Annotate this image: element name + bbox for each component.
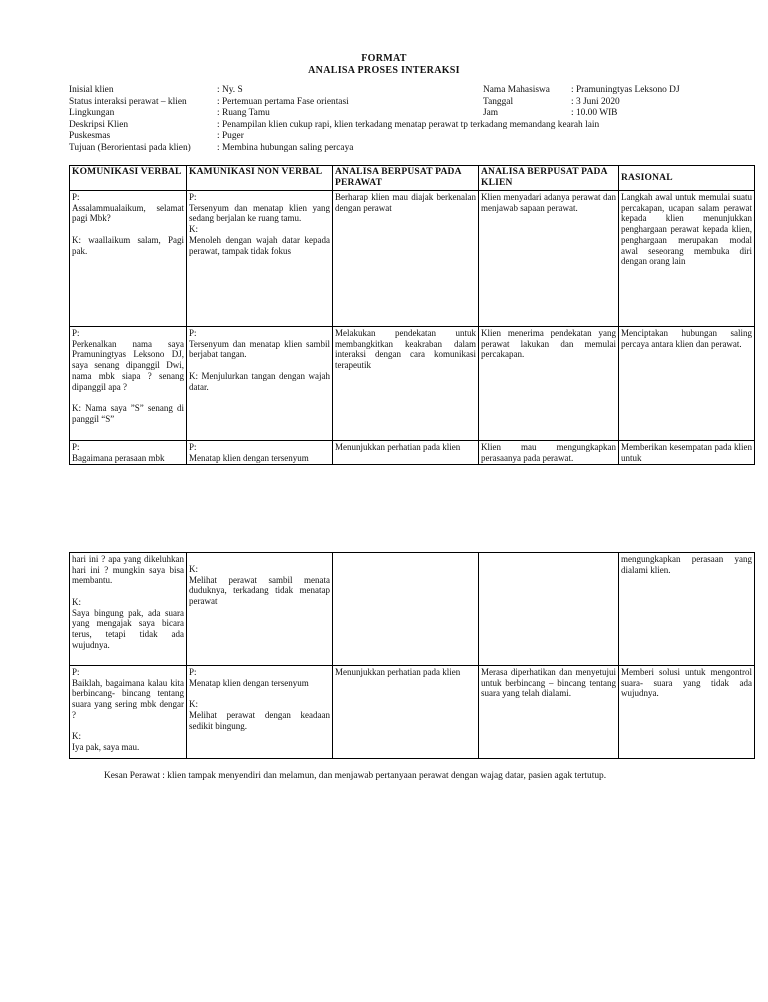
info-value: : 3 Juni 2020	[571, 96, 620, 107]
cell-text: K:	[72, 731, 81, 742]
cell-text: Menatap klien dengan tersenyum	[189, 677, 309, 688]
cell-text: P:	[72, 667, 80, 677]
cell-gap	[72, 586, 184, 597]
cell-gap	[72, 721, 184, 732]
cell-text: P:	[72, 328, 80, 338]
cell-text: Menatap klien dengan tersenyum	[189, 452, 309, 463]
cell-verbal	[70, 441, 187, 465]
info-label: Tujuan (Berorientasi pada klien)	[69, 142, 191, 153]
cell-text: P:	[72, 442, 80, 452]
cell-rationale: Memberikan kesempatan pada klien untuk	[619, 441, 755, 465]
header-analysis-client: ANALISA BERPUSAT PADA KLIEN	[479, 166, 619, 191]
info-label: Nama Mahasiswa	[483, 85, 550, 95]
info-value: : Membina hubungan saling percaya	[217, 142, 354, 153]
cell-text: K: waallaikum salam, Pagi pak.	[72, 234, 184, 256]
table-row	[70, 553, 755, 666]
cell-text: Perkenalkan nama saya Pramuningtyas Leksono DJ, saya senang dipanggil Dwi, nama mbk siapa ? senang dipanggil apa ?	[72, 338, 184, 392]
table-row	[70, 666, 755, 759]
info-value: : 10.00 WIB	[571, 108, 618, 119]
document-title: FORMAT	[361, 53, 407, 64]
info-value: : Puger	[217, 131, 244, 142]
document-subtitle: ANALISA PROSES INTERAKSI	[308, 65, 460, 76]
header-verbal: KOMUNIKASI VERBAL	[70, 166, 187, 191]
header-nonverbal: KAMUNIKASI NON VERBAL	[187, 166, 333, 191]
cell-analysis-nurse: Menunjukkan perhatian pada klien	[333, 441, 479, 465]
info-label: Inisial klien	[69, 85, 114, 95]
cell-text: Baiklah, bagaimana kalau kita berbincang- bincang tentang suara yang sering mbk dengar ?	[72, 677, 184, 720]
table-row	[70, 327, 755, 441]
nurse-impression: Kesan Perawat : klien tampak menyendiri dan melamun, dan menjawab pertanyaan perawat dengan wajag datar, pasien agak tertutup.	[104, 771, 607, 781]
info-value: : Pertemuan pertama Fase orientasi	[217, 96, 349, 107]
cell-rationale: Menciptakan hubungan saling percaya antara klien dan perawat.	[619, 327, 755, 441]
info-left-labels	[69, 85, 191, 155]
header-analysis-nurse: ANALISA BERPUSAT PADA PERAWAT	[333, 166, 479, 191]
cell-text: Iya pak, saya mau.	[72, 741, 140, 752]
info-right-values	[571, 85, 680, 120]
cell-analysis-nurse: Berharap klien mau diajak berkenalan dengan perawat	[333, 191, 479, 327]
cell-text: K: Nama saya ”S” senang di panggil “S”	[72, 402, 184, 424]
cell-text: Tersenyum dan menatap klien sambil berjabat tangan.	[189, 338, 330, 360]
info-label: Puskesmas	[69, 131, 111, 142]
info-label: Tanggal	[483, 96, 514, 107]
cell-gap	[72, 392, 184, 403]
info-label: Status interaksi perawat – klien	[69, 96, 187, 107]
cell-analysis-nurse	[333, 553, 479, 666]
cell-nonverbal	[187, 441, 333, 465]
cell-text: Saya bingung pak, ada suara yang mengajak saya bicara terus, tetapi tidak ada wujudnya.	[72, 607, 184, 650]
cell-verbal	[70, 553, 187, 666]
cell-text: K: Menjulurkan tangan dengan wajah datar.	[189, 370, 330, 392]
interaction-table-page-1	[69, 165, 754, 465]
table-row	[70, 441, 755, 465]
cell-rationale: mengungkapkan perasaan yang dialami klien.	[619, 553, 755, 666]
cell-analysis-client: Klien menerima pendekatan yang perawat lakukan dan memulai percakapan.	[479, 327, 619, 441]
info-value: : Penampilan klien cukup rapi, klien terkadang menatap perawat tp terkadang memandang kearah lain	[217, 119, 600, 130]
cell-analysis-client: Merasa diperhatikan dan menyetujui untuk berbincang – bincang tentang suara yang telah dialami.	[479, 666, 619, 759]
cell-rationale: Langkah awal untuk memulai suatu percakapan, ucapan salam perawat kepada klien menunjukkan penghargaan perawat kepada klien, penghargaan merupakan modal awal seseorang membuka diri dengan orang lain	[619, 191, 755, 327]
info-value: : Ruang Tamu	[217, 108, 270, 119]
cell-analysis-nurse: Melakukan pendekatan untuk membangkitkan keakraban dalam interaksi dengan cara komunikasi terapeutik	[333, 327, 479, 441]
cell-analysis-client: Klien mau mengungkapkan perasaanya pada perawat.	[479, 441, 619, 465]
cell-text: P:	[189, 442, 197, 452]
cell-text: P:	[189, 328, 197, 338]
cell-verbal	[70, 666, 187, 759]
cell-analysis-client: Klien menyadari adanya perawat dan menjawab sapaan perawat.	[479, 191, 619, 327]
cell-nonverbal	[187, 666, 333, 759]
cell-text: Menoleh dengan wajah datar kepada perawat, tampak tidak fokus	[189, 234, 330, 256]
cell-text: hari ini ? apa yang dikeluhkan hari ini ? mungkin saya bisa membantu.	[72, 554, 184, 586]
cell-gap	[189, 688, 330, 699]
cell-gap	[72, 224, 184, 235]
cell-verbal	[70, 327, 187, 441]
cell-gap	[189, 360, 330, 371]
cell-nonverbal	[187, 327, 333, 441]
interaction-table-page-2	[69, 552, 754, 759]
info-label: Jam	[483, 108, 499, 119]
cell-text: Tersenyum dan menatap klien yang sedang berjalan ke ruang tamu.	[189, 202, 330, 224]
cell-text: P:	[72, 192, 80, 202]
cell-analysis-nurse: Menunjukkan perhatian pada klien	[333, 666, 479, 759]
cell-text: K:	[72, 596, 81, 607]
cell-analysis-client	[479, 553, 619, 666]
cell-text: P:	[189, 192, 197, 202]
cell-text: K:	[189, 699, 198, 710]
cell-text: P:	[189, 667, 197, 677]
info-right-labels	[483, 85, 550, 120]
cell-text: Bagaimana perasaan mbk	[72, 452, 165, 463]
header-rationale: RASIONAL	[619, 166, 755, 191]
cell-verbal	[70, 191, 187, 327]
cell-text: K:	[189, 564, 198, 574]
cell-nonverbal	[187, 553, 333, 666]
table-row	[70, 191, 755, 327]
cell-text: Assalammualaikum, selamat pagi Mbk?	[72, 202, 184, 224]
cell-nonverbal	[187, 191, 333, 327]
cell-rationale: Memberi solusi untuk mengontrol suara- suara yang tidak ada wujudnya.	[619, 666, 755, 759]
info-value: : Ny. S	[217, 85, 243, 95]
cell-text: Melihat perawat dengan keadaan sedikit bingung.	[189, 709, 330, 731]
info-value: : Pramuningtyas Leksono DJ	[571, 85, 680, 95]
cell-text: K:	[189, 224, 198, 235]
info-label: Lingkungan	[69, 108, 115, 119]
cell-text: Melihat perawat sambil menata duduknya, terkadang tidak menatap perawat	[189, 574, 330, 607]
info-label: Deskripsi Klien	[69, 119, 129, 130]
